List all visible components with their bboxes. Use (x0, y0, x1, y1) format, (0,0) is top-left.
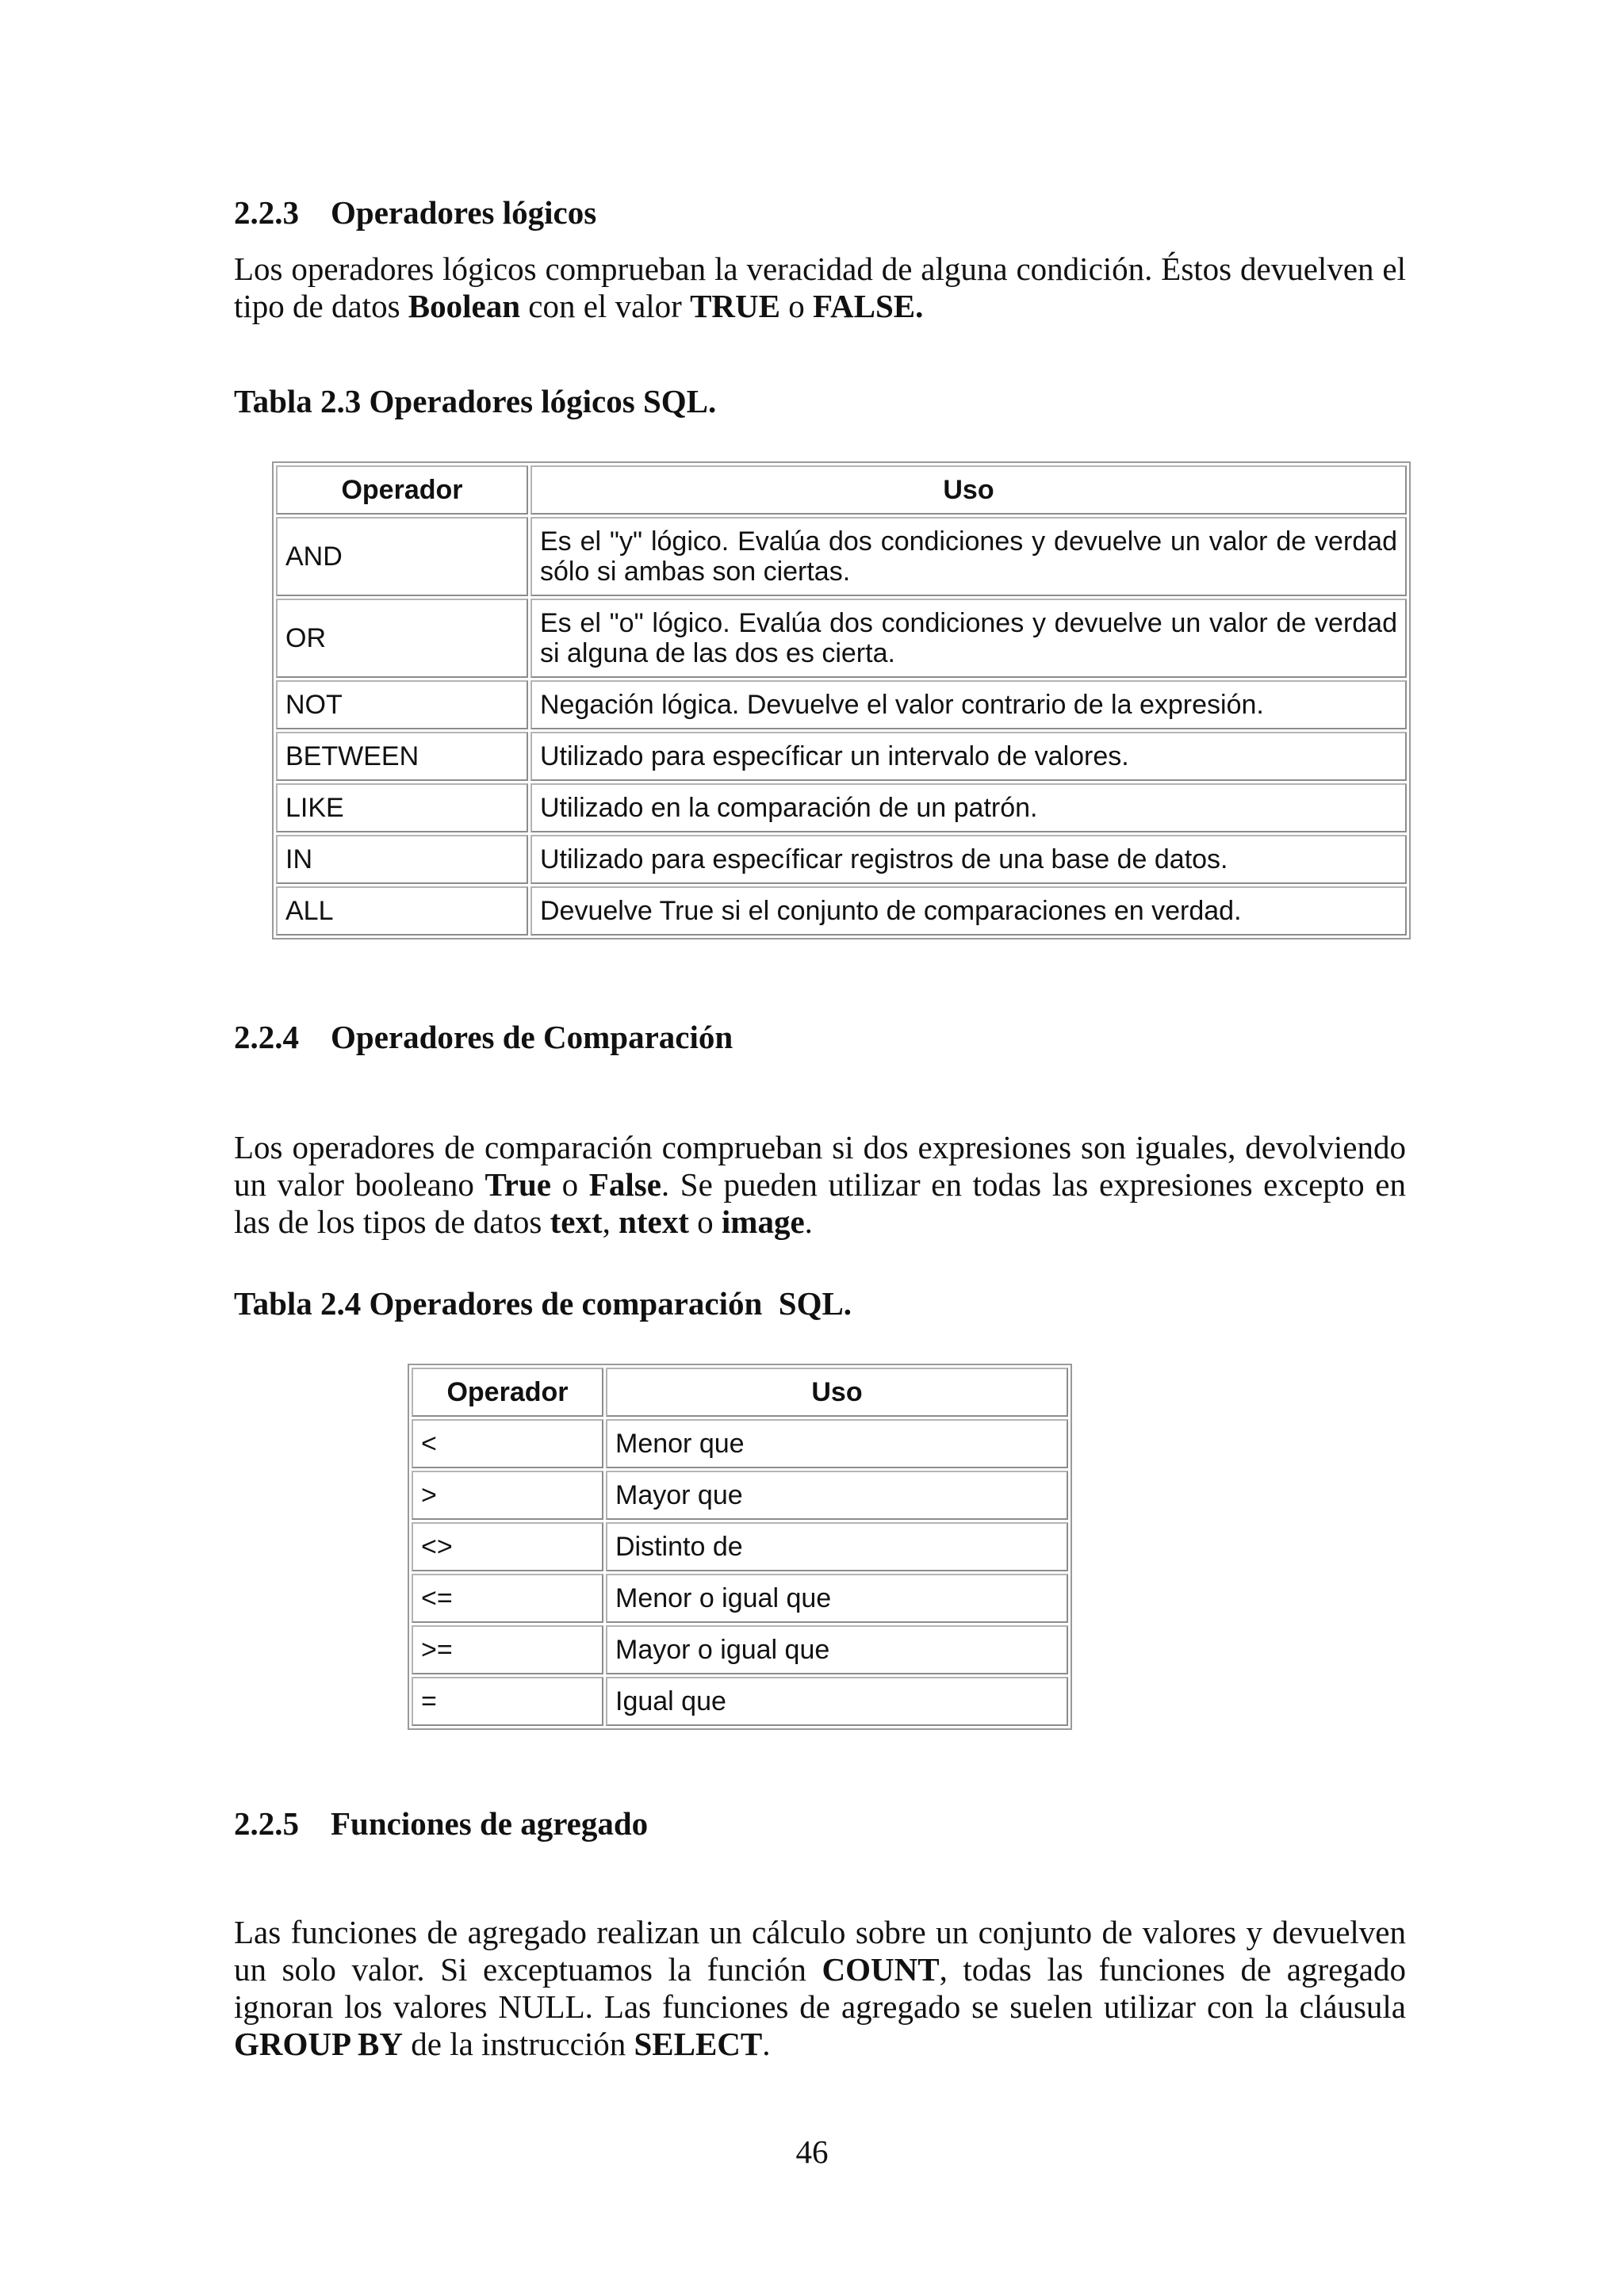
usage-cell: Menor o igual que (606, 1574, 1068, 1623)
column-header-uso: Uso (606, 1368, 1068, 1417)
section-heading-2-2-5 (234, 1804, 648, 1843)
usage-cell: Negación lógica. Devuelve el valor contrario de la expresión. (530, 680, 1407, 729)
table-row (276, 680, 1407, 729)
usage-cell: Menor que (606, 1419, 1068, 1468)
section-title: Funciones de agregado (331, 1805, 649, 1842)
column-header-operador: Operador (412, 1368, 603, 1417)
section-number: 2.2.5 (234, 1805, 299, 1842)
usage-cell: Es el "y" lógico. Evalúa dos condiciones y devuelve un valor de verdad sólo si ambas son ciertas. (530, 517, 1407, 596)
bold-text: image (721, 1203, 805, 1240)
usage-cell: Mayor que (606, 1471, 1068, 1520)
operator-cell: NOT (276, 680, 528, 729)
usage-cell: Devuelve True si el conjunto de comparaciones en verdad. (530, 886, 1407, 936)
logical-operators-table (272, 461, 1411, 939)
operator-cell: >= (412, 1625, 603, 1674)
text-run: , (602, 1203, 619, 1240)
bold-text: True (485, 1166, 551, 1203)
table-row (412, 1471, 1068, 1520)
table-row (412, 1574, 1068, 1623)
table-row (412, 1625, 1068, 1674)
table-caption-2-4: Tabla 2.4 Operadores de comparación SQL. (234, 1285, 852, 1322)
section-heading-2-2-3 (234, 193, 596, 232)
column-header-uso: Uso (530, 465, 1407, 515)
comparison-operators-table (408, 1364, 1072, 1730)
operator-cell: <= (412, 1574, 603, 1623)
text-run: . (804, 1203, 813, 1240)
text-run: , todas las funciones de agregado ignoran los valores NULL. Las funciones de agregado se suelen utilizar con la cláusula (234, 1951, 1406, 2025)
paragraph-comparison-operators (234, 1129, 1406, 1241)
bold-text: GROUP BY (234, 2026, 403, 2062)
section-number: 2.2.3 (234, 194, 299, 231)
bold-text: COUNT (822, 1951, 940, 1988)
bold-text: False (588, 1166, 661, 1203)
table-row (276, 517, 1407, 596)
text-run: o (688, 1203, 722, 1240)
operator-cell: ALL (276, 886, 528, 936)
usage-cell: Distinto de (606, 1522, 1068, 1571)
bold-text: ntext (619, 1203, 689, 1240)
operator-cell: = (412, 1677, 603, 1726)
section-heading-2-2-4 (234, 1018, 733, 1056)
paragraph-logical-operators (234, 251, 1406, 325)
text-run: Las funciones de agregado realizan un cálculo sobre un conjunto de valores y devuelven un solo valor. Si exceptuamos la función (234, 1914, 1406, 1988)
text-run: . Se pueden utilizar en todas las expresiones excepto en las de los tipos de datos (234, 1166, 1407, 1240)
table-row (412, 1419, 1068, 1468)
table-row (276, 732, 1407, 781)
section-number: 2.2.4 (234, 1019, 299, 1055)
section-title: Operadores de Comparación (331, 1019, 733, 1055)
usage-cell: Igual que (606, 1677, 1068, 1726)
usage-cell: Utilizado en la comparación de un patrón. (530, 783, 1407, 832)
table-row (276, 599, 1407, 678)
usage-cell: Es el "o" lógico. Evalúa dos condiciones y devuelve un valor de verdad si alguna de las dos es cierta. (530, 599, 1407, 678)
operator-cell: BETWEEN (276, 732, 528, 781)
table-row (412, 1677, 1068, 1726)
text-run: o (551, 1166, 589, 1203)
bold-text: Boolean (408, 288, 521, 324)
text-run: o (779, 288, 813, 324)
section-title: Operadores lógicos (331, 194, 597, 231)
operator-cell: <> (412, 1522, 603, 1571)
text-run: . (762, 2026, 771, 2062)
text-run: de la instrucción (403, 2026, 634, 2062)
column-header-operador: Operador (276, 465, 528, 515)
table-row (276, 835, 1407, 884)
paragraph-aggregate-functions (234, 1914, 1406, 2063)
bold-text: FALSE. (812, 288, 924, 324)
table-row (276, 783, 1407, 832)
bold-text: SELECT (634, 2026, 763, 2062)
bold-text: TRUE (690, 288, 780, 324)
text-run: con el valor (520, 288, 691, 324)
table-caption-2-3: Tabla 2.3 Operadores lógicos SQL. (234, 383, 717, 419)
table-row (276, 886, 1407, 936)
text-run: Los operadores lógicos comprueban la veracidad de alguna condición. Éstos devuelven el tipo de datos (234, 251, 1406, 324)
bold-text: text (550, 1203, 603, 1240)
text-run: Los operadores de comparación comprueban si dos expresiones son iguales, devolviendo un valor booleano (234, 1129, 1406, 1203)
usage-cell: Mayor o igual que (606, 1625, 1068, 1674)
operator-cell: < (412, 1419, 603, 1468)
operator-cell: AND (276, 517, 528, 596)
usage-cell: Utilizado para específicar un intervalo de valores. (530, 732, 1407, 781)
usage-cell: Utilizado para específicar registros de una base de datos. (530, 835, 1407, 884)
operator-cell: OR (276, 599, 528, 678)
table-row (412, 1522, 1068, 1571)
operator-cell: LIKE (276, 783, 528, 832)
page-number: 46 (795, 2133, 829, 2170)
operator-cell: IN (276, 835, 528, 884)
operator-cell: > (412, 1471, 603, 1520)
